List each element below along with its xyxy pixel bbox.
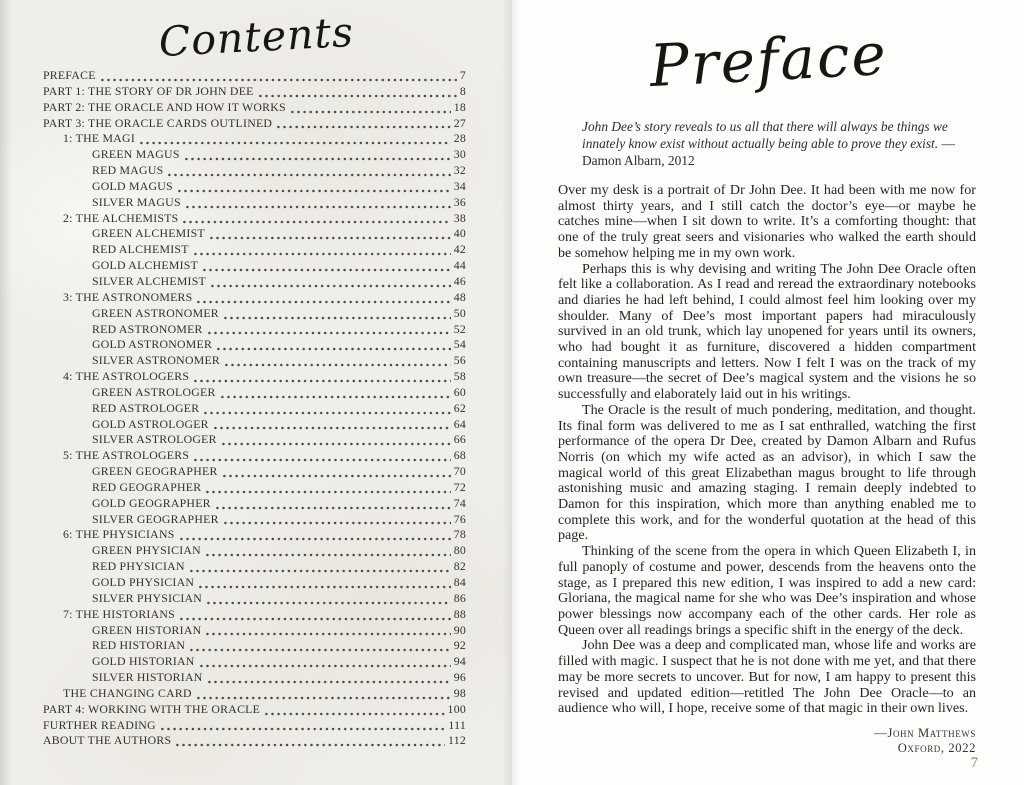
- toc-entry-label: 2: THE ALCHEMISTS: [63, 210, 179, 225]
- epigraph-quote: John Dee’s story reveals to us all that there will always be things we innately know exist without actually being able to prove they exist.: [582, 119, 948, 151]
- signature-block: [558, 726, 976, 756]
- toc-entry-page: 30: [453, 147, 466, 162]
- toc-dot-leader: [194, 458, 451, 462]
- toc-entry-page: 111: [448, 717, 466, 732]
- contents-title: Contents: [157, 7, 356, 67]
- toc-entry: [92, 226, 466, 242]
- toc-dot-leader: [224, 521, 451, 525]
- toc-entry: [43, 68, 466, 84]
- toc-entry-page: 78: [453, 527, 466, 542]
- toc-entry: [43, 100, 466, 116]
- toc-entry-label: PART 2: THE ORACLE AND HOW IT WORKS: [43, 99, 286, 114]
- toc-entry: [43, 84, 466, 100]
- toc-entry-page: 68: [453, 448, 466, 463]
- toc-entry-label: PART 1: THE STORY OF DR JOHN DEE: [43, 83, 254, 98]
- toc-entry-label: GREEN ASTROLOGER: [92, 384, 216, 399]
- toc-entry-label: GOLD ALCHEMIST: [92, 258, 199, 273]
- toc-entry-label: SILVER PHYSICIAN: [92, 590, 203, 605]
- preface-paragraph: Thinking of the scene from the opera in which Queen Elizabeth I, in full panoply of costume and power, descends from the heavens onto the stage, as I prepared this new edition, I was inspired to add a new card: Gloriana, the magical name for she who was Dee’s inspiration and whose power blessings now accompany each of the other cards. Her role as Queen over all readings brings a specific shift in the energy of the deck.: [558, 543, 976, 638]
- toc-entry-page: 28: [453, 131, 466, 146]
- preface-page: [512, 0, 1024, 785]
- toc-entry-page: 54: [453, 337, 466, 352]
- toc-dot-leader: [180, 617, 451, 621]
- toc-dot-leader: [190, 648, 451, 652]
- toc-entry-label: RED GEOGRAPHER: [92, 479, 202, 494]
- toc-entry: [92, 337, 466, 353]
- toc-entry-label: RED ASTRONOMER: [92, 321, 203, 336]
- toc-entry-page: 70: [453, 464, 466, 479]
- preface-paragraph: Over my desk is a portrait of Dr John Dee. It had been with me now for almost thirty years, and I still catch the doctor’s eye—or maybe he catches mine—when I sit down to write. It’s a comforting thought: that one of the truly great seers and visionaries who walked the earth should be somehow helping me in my own work.: [558, 182, 976, 261]
- toc-entry: [92, 147, 466, 163]
- toc-entry-page: 27: [453, 115, 466, 130]
- toc-entry: [92, 258, 466, 274]
- toc-dot-leader: [200, 664, 451, 668]
- toc-dot-leader: [216, 506, 451, 510]
- toc-dot-leader: [204, 411, 450, 415]
- toc-entry-label: THE CHANGING CARD: [63, 685, 192, 700]
- toc-entry: [92, 670, 466, 686]
- toc-entry-label: GREEN ALCHEMIST: [92, 226, 205, 241]
- toc-entry-page: 44: [453, 258, 466, 273]
- toc-entry: [92, 654, 466, 670]
- toc-dot-leader: [224, 316, 451, 320]
- toc-entry-label: GREEN GEOGRAPHER: [92, 464, 218, 479]
- toc-dot-leader: [206, 553, 451, 557]
- toc-entry-label: FURTHER READING: [43, 717, 156, 732]
- epigraph-attribution: —Damon Albarn, 2012: [582, 136, 955, 168]
- toc-entry: [92, 322, 466, 338]
- toc-dot-leader: [277, 125, 451, 129]
- toc-dot-leader: [183, 220, 450, 224]
- epigraph: [582, 118, 972, 169]
- toc-entry-page: 84: [453, 575, 466, 589]
- toc-dot-leader: [259, 94, 457, 98]
- toc-dot-leader: [168, 173, 450, 177]
- toc-entry-page: 76: [453, 511, 466, 526]
- toc-entry: [92, 179, 466, 195]
- toc-entry-label: SILVER ASTRONOMER: [92, 353, 221, 368]
- toc-entry-label: RED MAGUS: [92, 163, 164, 178]
- toc-entry-page: 40: [453, 226, 466, 241]
- toc-entry: [92, 543, 466, 559]
- toc-entry-page: 88: [453, 606, 466, 621]
- toc-entry: [92, 575, 466, 591]
- toc-dot-leader: [199, 585, 451, 589]
- toc-dot-leader: [194, 379, 451, 383]
- toc-entry-label: SILVER HISTORIAN: [92, 670, 203, 685]
- toc-entry: [63, 448, 466, 464]
- page-number: 7: [970, 755, 978, 771]
- toc-entry: [43, 718, 466, 734]
- preface-body: [558, 183, 976, 717]
- preface-title: Preface: [648, 19, 890, 101]
- toc-dot-leader: [265, 712, 444, 716]
- toc-entry-page: 96: [453, 670, 466, 685]
- toc-entry-label: ABOUT THE AUTHORS: [43, 733, 172, 748]
- toc-entry-label: PREFACE: [43, 68, 96, 82]
- toc-entry-label: GOLD PHYSICIAN: [92, 575, 195, 589]
- toc-dot-leader: [197, 696, 451, 700]
- toc-entry: [92, 353, 466, 369]
- toc-entry-page: 112: [447, 733, 466, 748]
- toc-entry: [92, 496, 466, 512]
- toc-entry: [92, 274, 466, 290]
- toc-entry-label: GREEN MAGUS: [92, 147, 180, 162]
- toc-entry: [92, 163, 466, 179]
- toc-dot-leader: [197, 300, 450, 304]
- toc-entry: [92, 401, 466, 417]
- toc-dot-leader: [217, 347, 451, 351]
- toc-dot-leader: [180, 537, 451, 541]
- toc-entry-label: GOLD GEOGRAPHER: [92, 495, 211, 510]
- toc-dot-leader: [185, 157, 451, 161]
- toc-dot-leader: [206, 490, 450, 494]
- toc-entry: [63, 607, 466, 623]
- toc-entry: [92, 512, 466, 528]
- toc-entry-label: RED PHYSICIAN: [92, 559, 185, 574]
- toc-entry-label: RED HISTORIAN: [92, 638, 186, 653]
- toc-dot-leader: [194, 252, 451, 256]
- toc-entry-page: 36: [453, 194, 466, 209]
- preface-paragraph: Perhaps this is why devising and writing The John Dee Oracle often felt like a collaboration. As I read and reread the extraordinary notebooks and diaries he had left behind, I could almost feel him looking over my shoulder. Many of Dee’s most important papers had miraculously survived in an old trunk, which lay unopened for years until its owners, who had bought it as furniture, discovered a hidden compartment containing manuscripts and letters. Now I felt I was on the track of my own treasure—the secret of Dee’s magical system and the visions he so successfully and elaborately laid out in his writings.: [558, 260, 976, 403]
- toc-dot-leader: [208, 680, 451, 684]
- toc-dot-leader: [101, 78, 457, 82]
- toc-entry-page: 58: [453, 369, 466, 384]
- toc-dot-leader: [190, 569, 451, 573]
- toc-entry-label: GOLD HISTORIAN: [92, 654, 195, 669]
- toc-entry-page: 72: [453, 479, 466, 494]
- toc-entry: [92, 306, 466, 322]
- toc-entry-label: GREEN ASTRONOMER: [92, 305, 219, 320]
- toc-entry-label: PART 4: WORKING WITH THE ORACLE: [43, 701, 261, 716]
- toc-dot-leader: [140, 141, 451, 145]
- toc-entry-label: SILVER MAGUS: [92, 194, 181, 209]
- toc-entry-page: 38: [453, 210, 466, 225]
- toc-entry: [92, 385, 466, 401]
- toc-entry-page: 62: [453, 400, 466, 415]
- toc-entry-page: 98: [453, 685, 466, 700]
- toc-entry-label: 4: THE ASTROLOGERS: [63, 369, 190, 384]
- toc-dot-leader: [207, 601, 451, 605]
- toc-dot-leader: [210, 236, 451, 240]
- toc-entry-label: RED ASTROLOGER: [92, 400, 200, 415]
- toc-entry-page: 80: [453, 543, 466, 558]
- toc-entry: [92, 242, 466, 258]
- toc-entry: [92, 638, 466, 654]
- toc-entry: [92, 464, 466, 480]
- toc-entry-page: 42: [453, 242, 466, 257]
- toc-entry-label: GOLD ASTRONOMER: [92, 337, 213, 352]
- toc-entry-page: 32: [453, 163, 466, 178]
- toc-entry-page: 34: [453, 178, 466, 193]
- toc-entry-label: 6: THE PHYSICIANS: [63, 527, 175, 542]
- signature-place-date: Oxford, 2022: [897, 740, 976, 755]
- toc-entry-label: RED ALCHEMIST: [92, 242, 189, 257]
- toc-entry-label: GOLD MAGUS: [92, 178, 173, 193]
- toc-entry-page: 66: [453, 432, 466, 447]
- toc-entry-label: SILVER ALCHEMIST: [92, 273, 207, 288]
- toc-entry: [63, 211, 466, 227]
- toc-entry-page: 46: [453, 273, 466, 288]
- toc-entry-page: 8: [459, 83, 466, 98]
- toc-entry-page: 52: [453, 321, 466, 336]
- toc-dot-leader: [186, 205, 451, 209]
- toc-dot-leader: [211, 284, 451, 288]
- toc-entry: [92, 591, 466, 607]
- toc-entry-page: 56: [453, 353, 466, 368]
- toc-entry-label: 7: THE HISTORIANS: [63, 606, 175, 621]
- toc-entry: [63, 369, 466, 385]
- toc-entry-page: 7: [459, 68, 466, 82]
- toc-entry-page: 82: [453, 559, 466, 574]
- toc-entry-page: 60: [453, 384, 466, 399]
- preface-paragraph: The Oracle is the result of much pondering, meditation, and thought. Its final form was delivered to me as I sat enthralled, watching the first performance of the opera Dr Dee, created by Damon Albarn and Rufus Norris (on which my wife acted as an advisor), in which I saw the magical world of this great Elizabethan magus brought to life through astonishing music and amazing staging. I remain deeply indebted to Damon for this inspiration, which more than anything enabled me to complete this work, and for the wonderful quotation at the head of this page.: [558, 401, 976, 544]
- toc-entry: [43, 702, 466, 718]
- toc-entry-page: 92: [453, 638, 466, 653]
- toc-entry-label: SILVER GEOGRAPHER: [92, 511, 219, 526]
- toc-entry-label: GOLD ASTROLOGER: [92, 416, 209, 431]
- signature-name: —John Matthews: [874, 725, 976, 740]
- toc-entry: [92, 432, 466, 448]
- toc-entry-label: 3: THE ASTRONOMERS: [63, 289, 193, 304]
- toc-entry-label: 1: THE MAGI: [63, 131, 135, 146]
- toc-entry-label: GREEN PHYSICIAN: [92, 543, 201, 558]
- preface-paragraph: John Dee was a deep and complicated man, whose life and works are filled with magic. I suspect that he is not done with me yet, and that there may be more secrets to uncover. But for now, I am happy to present this revised and updated edition—retitled The John Dee Oracle—to an audience who will, I hope, receive some of that magic in their own lives.: [558, 637, 976, 717]
- toc-entry-label: PART 3: THE ORACLE CARDS OUTLINED: [43, 115, 273, 130]
- toc-entry: [92, 623, 466, 639]
- toc-entry-page: 74: [453, 495, 466, 510]
- toc-dot-leader: [178, 189, 451, 193]
- toc-dot-leader: [203, 268, 451, 272]
- toc-entry: [63, 131, 466, 147]
- toc-dot-leader: [223, 474, 451, 478]
- toc-entry: [92, 559, 466, 575]
- toc-entry-page: 94: [453, 654, 466, 669]
- toc-entry-page: 86: [453, 590, 466, 605]
- table-of-contents: [43, 68, 466, 749]
- toc-entry-page: 50: [453, 305, 466, 320]
- toc-entry: [63, 527, 466, 543]
- toc-entry-page: 48: [453, 289, 466, 304]
- toc-entry: [92, 480, 466, 496]
- toc-dot-leader: [225, 363, 451, 367]
- toc-dot-leader: [176, 743, 445, 747]
- toc-entry-label: 5: THE ASTROLOGERS: [63, 448, 190, 463]
- toc-dot-leader: [161, 727, 446, 731]
- toc-entry-label: GREEN HISTORIAN: [92, 622, 202, 637]
- toc-entry: [92, 417, 466, 433]
- toc-entry-label: SILVER ASTROLOGER: [92, 432, 217, 447]
- toc-entry-page: 100: [447, 701, 466, 716]
- toc-entry-page: 64: [453, 416, 466, 431]
- toc-entry-page: 90: [453, 622, 466, 637]
- toc-dot-leader: [221, 395, 451, 399]
- toc-entry: [43, 733, 466, 749]
- toc-entry: [63, 290, 466, 306]
- toc-dot-leader: [291, 110, 451, 114]
- toc-entry: [63, 686, 466, 702]
- toc-entry: [92, 195, 466, 211]
- toc-entry-page: 18: [453, 99, 466, 114]
- toc-entry: [43, 116, 466, 132]
- toc-dot-leader: [222, 442, 451, 446]
- toc-dot-leader: [214, 426, 451, 430]
- toc-dot-leader: [208, 331, 451, 335]
- toc-dot-leader: [206, 632, 450, 636]
